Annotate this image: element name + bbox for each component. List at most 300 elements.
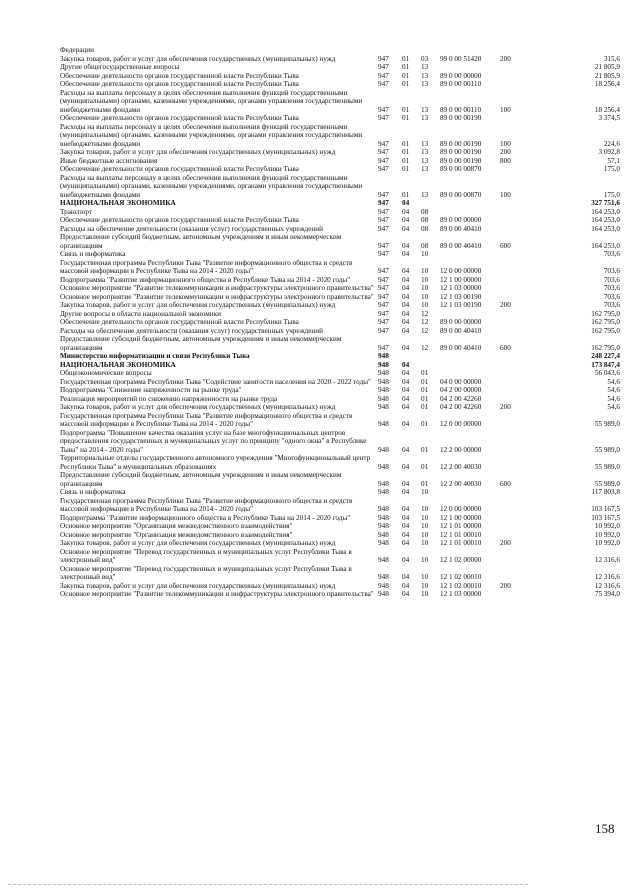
table-row [60,522,620,531]
row-ministry-code: 948 [378,420,389,428]
row-amount: 21 805,9 [594,71,620,80]
row-subsection-code: 10 [421,292,429,301]
row-amount: 703,6 [603,292,620,301]
row-name: Государственная программа Республики Тыва "Развитие информационного общества и средств массовой информации в Республике Тыва на 2014 - 2020 годы" [60,258,353,275]
table-row [60,395,620,404]
table-row [60,335,620,352]
row-section-code: 04 [402,386,410,394]
table-row [60,318,620,327]
row-expense-code: 200 [500,301,511,309]
row-name: Закупка товаров, работ и услуг для обеспечения государственных (муниципальных) нужд [60,301,336,309]
table-row [60,352,620,361]
row-target-code: 04 2 00 00000 [440,386,482,394]
table-row [60,514,620,523]
row-amount: 162 795,0 [591,309,620,318]
row-expense-code: 600 [500,479,511,488]
row-ministry-code: 947 [378,199,389,207]
row-expense-code: 200 [500,403,511,411]
row-ministry-code: 948 [378,352,389,360]
row-amount: 10 992,0 [594,530,620,539]
row-subsection-code: 10 [421,488,429,496]
row-section-code: 04 [402,309,410,318]
row-section-code: 04 [402,360,410,369]
table-row [60,369,620,378]
row-amount: 18 256,4 [594,105,620,114]
row-expense-code: 200 [500,54,511,63]
row-amount: 54,6 [607,394,620,403]
row-amount: 10 992,0 [594,539,620,547]
row-ministry-code: 948 [378,573,389,581]
row-section-code: 01 [402,80,410,88]
row-section-code: 04 [402,369,410,377]
row-target-code: 89 0 00 00190 [440,148,482,156]
page-number: 158 [595,821,615,836]
row-ministry-code: 948 [378,522,389,530]
row-name: Основное мероприятие "Развитие телекоммуникации и инфраструктуры электронного правительства" [60,284,374,292]
row-target-code: 12 1 00 00000 [440,275,482,284]
row-section-code: 01 [402,63,410,71]
row-amount: 57,1 [607,156,620,165]
row-section-code: 04 [402,394,410,403]
row-target-code: 89 0 00 40410 [440,224,482,233]
row-name: Предоставление субсидий бюджетным, автономным учреждениям и иным некоммерческим организациям [60,233,342,250]
row-target-code: 12 1 03 00000 [440,284,482,292]
row-ministry-code: 947 [378,241,389,250]
row-section-code: 04 [402,275,410,284]
row-amount: 54,6 [607,386,620,394]
table-row [60,412,620,429]
row-ministry-code: 947 [378,343,389,352]
row-subsection-code: 12 [421,326,429,335]
row-name: НАЦИОНАЛЬНАЯ ЭКОНОМИКА [60,360,176,369]
row-subsection-code: 13 [421,71,429,80]
row-amount: 21 805,9 [594,63,620,71]
table-row [60,46,620,55]
table-row [60,55,620,64]
row-section-code: 04 [402,284,410,292]
row-amount: 173 847,4 [591,360,620,369]
table-row [60,89,620,115]
row-name: Транспорт [60,207,93,216]
row-section-code: 04 [402,530,410,539]
row-expense-code: 200 [500,581,511,590]
row-expense-code: 600 [500,343,511,352]
table-row [60,123,620,149]
row-amount: 248 227,4 [591,352,620,360]
row-subsection-code: 13 [421,114,429,122]
row-expense-code: 200 [500,148,511,156]
row-subsection-code: 12 [421,343,429,352]
row-ministry-code: 948 [378,403,389,411]
row-ministry-code: 948 [378,479,389,488]
row-subsection-code: 12 [421,318,429,326]
row-name: Государственная программа Республики Тыва "Содействие занятости населения на 2020 - 2022 годы" [60,377,371,386]
row-section-code: 04 [402,420,410,428]
row-name: Реализация мероприятий по снижению напряженности на рынке труда [60,394,278,403]
row-ministry-code: 947 [378,190,389,199]
row-ministry-code: 948 [378,386,389,394]
row-ministry-code: 947 [378,207,389,216]
row-ministry-code: 947 [378,284,389,292]
row-target-code: 89 0 00 40410 [440,343,482,352]
row-target-code: 89 0 00 00110 [440,105,482,114]
row-name: Расходы на выплаты персоналу в целях обеспечения выполнения функций государственными (муниципальными) органами, казенными учреждениями, органами управления государственными внебюджетными фондами [60,173,363,199]
table-row [60,225,620,234]
row-subsection-code: 10 [421,539,429,547]
row-subsection-code: 01 [421,479,429,488]
row-target-code: 12 2 00 40030 [440,462,482,471]
row-section-code: 04 [402,343,410,352]
row-subsection-code: 08 [421,241,429,250]
row-section-code: 04 [402,241,410,250]
row-name: Федерации [60,46,94,54]
row-name: Министерство информатизации и связи Республики Тыва [60,352,250,360]
row-subsection-code: 01 [421,386,429,394]
row-section-code: 04 [402,318,410,326]
row-section-code: 04 [402,403,410,411]
row-name: Обеспечение деятельности органов государственной власти Республики Тыва [60,216,299,224]
row-amount: 55 989,0 [594,462,620,471]
row-expense-code: 800 [500,156,511,165]
row-name: Основное мероприятие "Перевод государственных и муниципальных услуг Республики Тыва в электронный вид" [60,547,352,564]
row-name: НАЦИОНАЛЬНАЯ ЭКОНОМИКА [60,199,176,207]
row-name: Расходы на выплаты персоналу в целях обеспечения выполнения функций государственными (муниципальными) органами, казенными учреждениями, органами управления государственными внебюджетными фондами [60,88,363,114]
table-row [60,174,620,200]
row-ministry-code: 948 [378,394,389,403]
row-target-code: 12 1 02 00010 [440,581,482,590]
row-section-code: 01 [402,71,410,80]
table-row [60,539,620,548]
table-row [60,165,620,174]
row-expense-code: 100 [500,139,511,148]
row-name: Обеспечение деятельности органов государственной власти Республики Тыва [60,71,299,80]
table-row [60,590,620,599]
row-subsection-code: 10 [421,513,429,522]
row-name: Предоставление субсидий бюджетным, автономным учреждениям и иным некоммерческим организациям [60,335,342,352]
table-row [60,284,620,293]
row-target-code: 89 0 00 00870 [440,165,482,173]
row-section-code: 04 [402,505,410,513]
row-target-code: 12 1 01 00010 [440,530,482,539]
row-target-code: 12 0 00 00000 [440,505,482,513]
row-ministry-code: 947 [378,250,389,258]
row-section-code: 01 [402,139,410,148]
row-name: Закупка товаров, работ и услуг для обеспечения государственных (муниципальных) нужд [60,539,336,547]
row-target-code: 12 1 03 00000 [440,590,482,598]
row-ministry-code: 948 [378,445,389,454]
row-subsection-code: 10 [421,301,429,309]
row-name: Расходы на обеспечение деятельности (оказания услуг) государственных учреждений [60,224,323,233]
row-expense-code: 600 [500,241,511,250]
row-subsection-code: 10 [421,267,429,275]
row-ministry-code: 948 [378,581,389,590]
row-amount: 175,0 [603,165,620,173]
row-target-code: 89 0 00 00870 [440,190,482,199]
row-expense-code: 100 [500,105,511,114]
row-ministry-code: 947 [378,267,389,275]
row-amount: 315,6 [603,54,620,63]
row-subsection-code: 10 [421,275,429,284]
table-row [60,548,620,565]
row-target-code: 89 0 00 00000 [440,71,482,80]
row-section-code: 04 [402,590,410,598]
row-subsection-code: 13 [421,139,429,148]
row-amount: 3 092,8 [598,148,620,156]
row-amount: 54,6 [607,403,620,411]
table-row [60,386,620,395]
row-section-code: 04 [402,539,410,547]
row-subsection-code: 10 [421,284,429,292]
row-amount: 703,6 [603,267,620,275]
row-target-code: 04 2 00 42260 [440,403,482,411]
row-section-code: 04 [402,522,410,530]
table-row [60,471,620,488]
row-amount: 12 316,6 [594,573,620,581]
row-ministry-code: 947 [378,105,389,114]
row-ministry-code: 947 [378,148,389,156]
table-row [60,429,620,455]
row-amount: 175,0 [603,190,620,199]
row-subsection-code: 10 [421,505,429,513]
row-section-code: 04 [402,377,410,386]
row-amount: 54,6 [607,377,620,386]
row-name: Территориальные отделы государственного автономного учреждения "Многофункциональный центр Республики Тыва" в муниципальных образованиях [60,454,371,471]
row-subsection-code: 13 [421,105,429,114]
row-subsection-code: 13 [421,80,429,88]
row-target-code: 89 0 00 00190 [440,114,482,122]
row-target-code: 12 1 01 00010 [440,539,482,547]
row-section-code: 01 [402,54,410,63]
row-section-code: 01 [402,190,410,199]
row-section-code: 04 [402,250,410,258]
row-section-code: 04 [402,513,410,522]
row-subsection-code: 08 [421,207,429,216]
table-row [60,310,620,319]
row-target-code: 12 1 02 00010 [440,573,482,581]
row-ministry-code: 948 [378,462,389,471]
row-section-code: 04 [402,207,410,216]
row-name: Государственная программа Республики Тыва "Развитие информационного общества и средств массовой информации в Республике Тыва на 2014 - 2020 годы" [60,496,353,513]
table-row [60,80,620,89]
row-name: Основное мероприятие "Организация межведомственного взаимодействия" [60,530,293,539]
row-amount: 55 989,0 [594,479,620,488]
row-name: Расходы на обеспечение деятельности (оказания услуг) государственных учреждений [60,326,323,335]
row-name: Подпрограмма "Развитие информационного общества в Республике Тыва на 2014 - 2020 годы" [60,513,351,522]
row-target-code: 12 1 00 00000 [440,513,482,522]
table-row [60,114,620,123]
row-amount: 162 795,0 [591,343,620,352]
row-ministry-code: 947 [378,292,389,301]
table-row [60,157,620,166]
row-ministry-code: 947 [378,165,389,173]
row-amount: 117 803,8 [591,488,620,496]
row-subsection-code: 10 [421,581,429,590]
row-target-code: 89 0 00 00190 [440,156,482,165]
row-ministry-code: 948 [378,530,389,539]
row-ministry-code: 947 [378,139,389,148]
row-subsection-code: 12 [421,309,429,318]
row-name: Обеспечение деятельности органов государственной власти Республики Тыва [60,318,299,326]
row-section-code: 04 [402,573,410,581]
row-subsection-code: 08 [421,224,429,233]
row-amount: 164 253,0 [591,241,620,250]
row-target-code: 89 0 00 00000 [440,216,482,224]
row-name: Предоставление субсидий бюджетным, автономным учреждениям и иным некоммерческим организациям [60,471,342,488]
row-section-code: 04 [402,216,410,224]
row-ministry-code: 947 [378,275,389,284]
row-subsection-code: 01 [421,394,429,403]
row-section-code: 04 [402,267,410,275]
table-row [60,199,620,208]
row-section-code: 01 [402,148,410,156]
row-name: Другие вопросы в области национальной экономики [60,309,221,318]
row-section-code: 04 [402,292,410,301]
row-amount: 12 316,6 [594,581,620,590]
row-ministry-code: 948 [378,539,389,547]
row-subsection-code: 10 [421,250,429,258]
row-name: Связь и информатика [60,250,126,258]
row-amount: 18 256,4 [594,80,620,88]
row-name: Основное мероприятие "Развитие телекоммуникации и инфраструктуры электронного правительства" [60,292,374,301]
row-amount: 703,6 [603,284,620,292]
row-name: Расходы на выплаты персоналу в целях обеспечения выполнения функций государственными (муниципальными) органами, казенными учреждениями, органами управления государственными внебюджетными фондами [60,122,363,148]
row-subsection-code: 08 [421,216,429,224]
row-section-code: 04 [402,462,410,471]
row-ministry-code: 948 [378,556,389,564]
row-name: Подпрограмма "Повышение качества оказания услуг на базе многофункциональных центров предоставления государственных и муниципальных услуг по принципу "одного окна" в Республике Тыва" на 2014 - 2020 годы" [60,428,367,454]
row-expense-code: 200 [500,539,511,547]
row-name: Обеспечение деятельности органов государственной власти Республики Тыва [60,165,299,173]
row-name: Основное мероприятие "Развитие телекоммуникации и инфраструктуры электронного правительства" [60,590,374,598]
row-target-code: 89 0 00 00190 [440,139,482,148]
table-row [60,488,620,497]
row-ministry-code: 948 [378,590,389,598]
row-subsection-code: 10 [421,590,429,598]
row-subsection-code: 10 [421,556,429,564]
budget-table [60,46,620,599]
table-row [60,403,620,412]
row-name: Закупка товаров, работ и услуг для обеспечения государственных (муниципальных) нужд [60,148,336,156]
row-ministry-code: 947 [378,63,389,71]
row-ministry-code: 948 [378,513,389,522]
row-target-code: 04 2 00 42260 [440,394,482,403]
row-ministry-code: 948 [378,377,389,386]
row-section-code: 01 [402,105,410,114]
row-ministry-code: 947 [378,326,389,335]
row-ministry-code: 947 [378,114,389,122]
row-target-code: 99 0 00 51420 [440,54,482,63]
row-name: Закупка товаров, работ и услуг для обеспечения государственных (муниципальных) нужд [60,403,336,411]
row-ministry-code: 948 [378,360,389,369]
row-subsection-code: 01 [421,403,429,411]
row-amount: 224,6 [603,139,620,148]
table-row [60,361,620,370]
row-subsection-code: 13 [421,148,429,156]
row-ministry-code: 948 [378,505,389,513]
row-amount: 3 374,5 [598,114,620,122]
row-amount: 162 795,0 [591,326,620,335]
row-name: Подпрограмма "Снижение напряженности на рынке труда" [60,386,242,394]
row-name: Основное мероприятие "Организация межведомственного взаимодействия" [60,522,293,530]
row-ministry-code: 948 [378,488,389,496]
row-amount: 10 992,0 [594,522,620,530]
row-subsection-code: 01 [421,377,429,386]
row-name: Обеспечение деятельности органов государственной власти Республики Тыва [60,114,299,122]
row-subsection-code: 13 [421,63,429,71]
row-ministry-code: 948 [378,369,389,377]
row-subsection-code: 03 [421,54,429,63]
row-subsection-code: 13 [421,156,429,165]
row-ministry-code: 947 [378,224,389,233]
row-section-code: 01 [402,165,410,173]
row-section-code: 04 [402,488,410,496]
table-row [60,276,620,285]
table-row [60,216,620,225]
row-ministry-code: 947 [378,71,389,80]
row-subsection-code: 13 [421,165,429,173]
table-row [60,208,620,217]
row-ministry-code: 947 [378,80,389,88]
row-subsection-code: 01 [421,369,429,377]
row-amount: 327 751,6 [591,199,620,207]
row-ministry-code: 947 [378,309,389,318]
row-amount: 703,6 [603,301,620,309]
table-row [60,293,620,302]
table-row [60,378,620,387]
row-subsection-code: 01 [421,445,429,454]
row-name: Иные бюджетные ассигнования [60,156,158,165]
row-name: Государственная программа Республики Тыва "Развитие информационного общества и средств массовой информации в Республике Тыва на 2014 - 2020 годы" [60,411,353,428]
row-amount: 55 989,0 [594,445,620,454]
row-amount: 164 253,0 [591,207,620,216]
row-name: Другие общегосударственные вопросы [60,63,180,71]
row-target-code: 89 0 00 40410 [440,326,482,335]
table-row [60,454,620,471]
table-row [60,497,620,514]
row-section-code: 04 [402,326,410,335]
table-row [60,301,620,310]
row-target-code: 12 1 03 00190 [440,292,482,301]
row-subsection-code: 10 [421,573,429,581]
row-section-code: 04 [402,479,410,488]
table-row [60,72,620,81]
row-subsection-code: 01 [421,462,429,471]
row-section-code: 04 [402,301,410,309]
row-section-code: 01 [402,156,410,165]
row-target-code: 12 2 00 40030 [440,479,482,488]
row-ministry-code: 947 [378,54,389,63]
row-amount: 703,6 [603,250,620,258]
row-section-code: 04 [402,224,410,233]
row-amount: 703,6 [603,275,620,284]
row-target-code: 04 0 00 00000 [440,377,482,386]
row-section-code: 04 [402,445,410,454]
table-row [60,259,620,276]
row-amount: 103 167,5 [591,513,620,522]
row-name: Общеэкономические вопросы [60,369,152,377]
row-target-code: 12 1 01 00000 [440,522,482,530]
row-expense-code: 100 [500,190,511,199]
row-amount: 12 316,6 [594,556,620,564]
table-row [60,148,620,157]
table-row [60,63,620,72]
row-target-code: 89 0 00 00110 [440,80,482,88]
table-row [60,250,620,259]
row-amount: 75 394,0 [594,590,620,598]
row-amount: 164 253,0 [591,224,620,233]
row-subsection-code: 10 [421,530,429,539]
row-name: Связь и информатика [60,488,126,496]
